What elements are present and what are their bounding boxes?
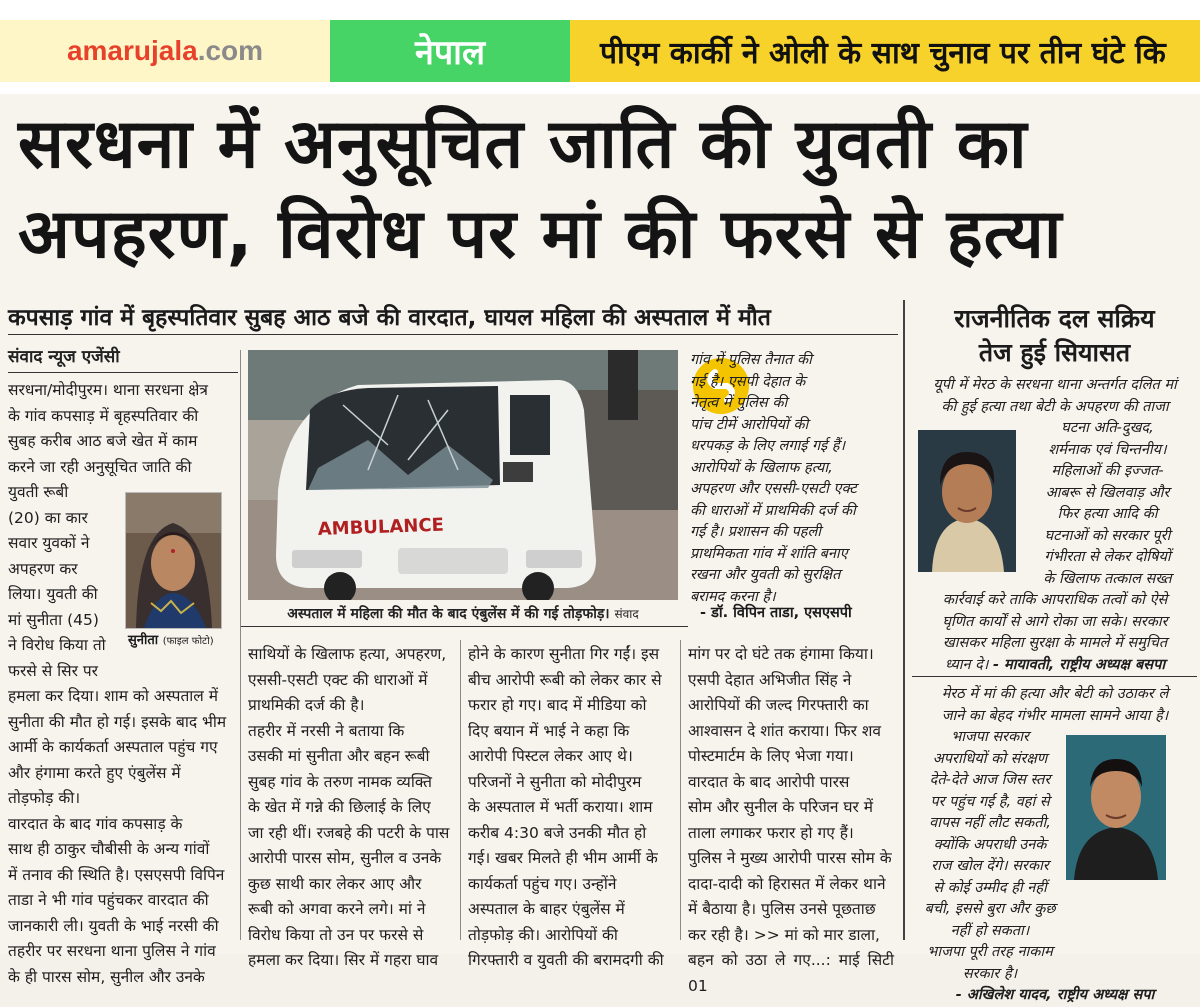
column-rule bbox=[240, 350, 241, 940]
divider bbox=[8, 334, 898, 335]
article-line: आश्वासन दे शांत कराया। फिर शव bbox=[688, 721, 881, 740]
quote-line: की धाराओं में प्राथमिकी दर्ज की bbox=[690, 502, 856, 519]
breaking-news-ticker[interactable]: पीएम कार्की ने ओली के साथ चुनाव पर तीन घंटे कि bbox=[570, 20, 1200, 82]
logo-domain: .com bbox=[197, 35, 264, 66]
statement-line: गंभीरता से लेकर दोषियों bbox=[1044, 549, 1171, 565]
article-column-2 bbox=[248, 642, 454, 974]
ssp-quote bbox=[690, 350, 895, 608]
mayawati-attribution-lead: ध्यान दे। bbox=[944, 656, 989, 673]
article-line: कुछ साथी कार लेकर आए और bbox=[248, 874, 422, 893]
sidebar-heading-line-1: राजनीतिक दल सक्रिय bbox=[954, 304, 1155, 333]
divider bbox=[912, 676, 1197, 677]
article-line: रूबी को अगवा करने लगे। मां ने bbox=[248, 900, 426, 918]
article-column-4 bbox=[688, 642, 894, 999]
article-line: लिया। युवती की bbox=[8, 585, 98, 603]
article-line: दादा-दादी को हिरासत में लेकर थाने bbox=[688, 874, 886, 893]
statement-line: क्योंकि अपराधी उनके bbox=[933, 836, 1047, 853]
article-line: अपहरण कर bbox=[8, 559, 78, 578]
akhilesh-attribution: - अखिलेश यादव, राष्ट्रीय अध्यक्ष सपा bbox=[955, 987, 1155, 1003]
sunita-caption-note: (फाइल फोटो) bbox=[162, 636, 214, 647]
article-line: एसपी देहात अभिजीत सिंह ने bbox=[688, 670, 852, 689]
statement-line: मेरठ में मां की हत्या और बेटी को उठाकर ले bbox=[941, 686, 1169, 702]
statement-line: से कोई उम्मीद ही नहीं bbox=[933, 879, 1047, 896]
quote-line: गई है। एसपी देहात के bbox=[690, 373, 806, 390]
article-line: परिजनों ने सुनीता को मोदीपुरम bbox=[468, 772, 642, 791]
statement-line: शर्मनाक एवं चिन्तनीय। bbox=[1048, 441, 1167, 458]
article-line: उसकी मां सुनीता और बहन रूबी bbox=[248, 747, 430, 765]
article-line: के ही पारस सोम, सुनील और उनके bbox=[8, 967, 205, 986]
logo-name: amarujala bbox=[66, 35, 198, 66]
article-line: ताला लगाकर फरार हो गए हैं। bbox=[688, 823, 854, 842]
article-line: विरोध किया तो उन पर फरसे से bbox=[248, 925, 424, 944]
article-line: फरार हो गए। बाद में मीडिया को bbox=[468, 696, 647, 714]
quote-line: गांव में पुलिस तैनात की bbox=[690, 352, 812, 368]
statement-line: की हुई हत्या तथा बेटी के अपहरण की ताजा bbox=[941, 398, 1169, 415]
quote-line: रखना और युवती को सुरक्षित bbox=[690, 567, 841, 583]
photo-caption-credit: संवाद bbox=[614, 607, 639, 621]
quote-line: नेतृत्व में पुलिस की bbox=[690, 395, 788, 411]
article-line: अस्पताल के बाहर एंबुलेंस में bbox=[468, 900, 625, 918]
article-line: पोस्टमार्टम के लिए भेजा गया। bbox=[688, 747, 854, 765]
statement-line: कार्रवाई करे ताकि आपराधिक तत्वों को ऐसे bbox=[942, 592, 1168, 608]
statement-line: घटनाओं को सरकार पूरी bbox=[1044, 527, 1171, 544]
article-line: आरोपी पिस्टल लेकर आए थे। bbox=[468, 747, 633, 765]
sunita-photo bbox=[125, 492, 222, 629]
statement-line: घटना अति-दुखद, bbox=[1061, 420, 1154, 436]
ambulance-text: AMBULANCE bbox=[317, 514, 445, 540]
article-line: सुबह करीब आठ बजे खेत में काम bbox=[8, 432, 198, 450]
article-line: में बैठाया है। पुलिस उनसे पूछताछ bbox=[688, 900, 876, 918]
article-line: फरसे से सिर पर bbox=[8, 661, 99, 680]
article-line: (20) का कार bbox=[8, 508, 88, 527]
quote-line: बरामद करना है। bbox=[690, 588, 776, 605]
quote-line: पांच टीमें आरोपियों की bbox=[690, 416, 809, 433]
statement-line: के खिलाफ तत्काल सख्त bbox=[1043, 570, 1172, 587]
statement-line: पर पहुंच गई है, वहां से bbox=[930, 793, 1050, 810]
article-line: आर्मी के कार्यकर्ता अस्पताल पहुंच गए bbox=[8, 738, 218, 756]
article-line: हमला कर दिया। शाम को अस्पताल में bbox=[8, 687, 218, 705]
headline-line-2: अपहरण, विरोध पर मां की फरसे से हत्या bbox=[18, 195, 1063, 274]
ssp-attribution: - डॉ. विपिन ताडा, एसएसपी bbox=[700, 605, 852, 621]
divider bbox=[8, 372, 238, 373]
article-line: दिए बयान में भाई ने कहा कि bbox=[468, 721, 630, 740]
article-line: के गांव कपसाड़ में बृहस्पतिवार की bbox=[8, 406, 199, 425]
article-line: साथ ही ठाकुर चौबीसी के अन्य गांवों bbox=[8, 840, 210, 858]
article-line: हमला कर दिया। सिर में गहरा घाव bbox=[248, 951, 439, 969]
statement-line: भाजपा पूरी तरह नाकाम सरकार है। bbox=[927, 944, 1053, 982]
statement-line: भाजपा सरकार bbox=[951, 729, 1029, 745]
article-line: जा रही थीं। रजबहे की पटरी के पास bbox=[248, 823, 450, 842]
statement-line: देते-देते आज जिस स्तर bbox=[929, 772, 1051, 788]
article-line: करीब 4:30 बजे उनकी मौत हो bbox=[468, 823, 647, 842]
divider bbox=[240, 626, 688, 627]
sunita-caption-name: सुनीता bbox=[128, 633, 159, 648]
statement-line: घृणित कार्यों से आगे रोका जा सके। सरकार bbox=[942, 613, 1168, 630]
article-line: गई। खबर मिलते ही भीम आर्मी के bbox=[468, 849, 658, 867]
article-column-1 bbox=[8, 378, 238, 990]
article-line: आरोपी पारस सोम, सुनील व उनके bbox=[248, 849, 442, 867]
article-line: और हंगामा करते हुए एंबुलेंस में bbox=[8, 763, 181, 782]
article-line: मां सुनीता (45) bbox=[8, 610, 99, 629]
article-line: तहरीर पर सरधना थाना पुलिस ने गांव bbox=[8, 942, 216, 960]
subheadline: कपसाड़ गांव में बृहस्पतिवार सुबह आठ बजे की वारदात, घायल महिला की अस्पताल में मौत bbox=[8, 305, 771, 331]
article-line: तोड़फोड़ की। bbox=[8, 789, 81, 807]
article-line: के अस्पताल में भर्ती कराया। शाम bbox=[468, 798, 653, 816]
mayawati-attribution: - मायावती, राष्ट्रीय अध्यक्ष बसपा bbox=[992, 656, 1166, 673]
headline bbox=[18, 100, 1188, 280]
article-line: सवार युवकों ने bbox=[8, 534, 90, 552]
article-line: सोम और सुनील के परिजन घर में bbox=[688, 798, 874, 816]
site-logo[interactable] bbox=[0, 20, 330, 82]
article-line: कार्यकर्ता पहुंच गए। उन्होंने bbox=[468, 874, 617, 893]
ambulance-photo bbox=[248, 350, 678, 600]
article-line: करने जा रही अनुसूचित जाति की bbox=[8, 457, 192, 476]
article-line: मांग पर दो घंटे तक हंगामा किया। bbox=[688, 645, 874, 663]
statement-line: फिर हत्या आदि की bbox=[1057, 506, 1158, 522]
article-line: कर रही है। >> मां को मार डाला, bbox=[688, 925, 880, 944]
photo-caption-text: अस्पताल में महिला की मौत के बाद एंबुलेंस में की गई तोड़फोड़। bbox=[287, 606, 610, 622]
quote-line: आरोपियों के खिलाफ हत्या, bbox=[690, 459, 833, 476]
section-tag-nepal[interactable]: नेपाल bbox=[330, 20, 570, 82]
sunita-caption bbox=[128, 630, 214, 648]
akhilesh-photo bbox=[1066, 735, 1166, 880]
article-line: ने विरोध किया तो bbox=[8, 636, 106, 654]
article-line: एससी-एसटी एक्ट की धाराओं में bbox=[248, 670, 428, 689]
sidebar-heading bbox=[912, 302, 1197, 370]
article-line: के खेत में गन्ने की छिलाई के लिए bbox=[248, 798, 431, 816]
statement-line: यूपी में मेरठ के सरधना थाना अन्तर्गत दलित मां bbox=[933, 377, 1177, 393]
article-line: तोड़फोड़ की। आरोपियों की bbox=[468, 925, 618, 944]
statement-line: वापस नहीं लौट सकती, bbox=[929, 815, 1051, 831]
statement-line: खासकर महिला सुरक्षा के मामले में समुचित bbox=[942, 635, 1168, 651]
statement-line: जाने का बेहद गंभीर मामला सामने आया है। bbox=[941, 707, 1169, 724]
article-line: जानकारी ली। युवती के भाई नरसी की bbox=[8, 916, 219, 935]
article-line: आरोपियों की जल्द गिरफ्तारी का bbox=[688, 696, 869, 714]
article-line: बहन को उठा ले गए...: माई सिटी 01 bbox=[688, 951, 894, 995]
article-line: वारदात के बाद आरोपी पारस bbox=[688, 772, 850, 791]
sidebar-heading-line-2: तेज हुई सियासत bbox=[978, 338, 1131, 367]
top-bar bbox=[0, 0, 1200, 94]
headline-line-1: सरधना में अनुसूचित जाति की युवती का bbox=[18, 105, 1028, 184]
byline-agency: संवाद न्यूज एजेंसी bbox=[8, 347, 120, 367]
article-line: युवती रूबी bbox=[8, 483, 69, 501]
article-line: होने के कारण सुनीता गिर गईं। इस bbox=[468, 645, 660, 663]
column-rule bbox=[903, 300, 905, 940]
column-rule bbox=[680, 640, 681, 940]
column-rule bbox=[460, 640, 461, 940]
statement-line: आबरू से खिलवाड़ और bbox=[1045, 484, 1170, 501]
statement-line: बची, इससे बुरा और कुछ नहीं हो सकता। bbox=[924, 901, 1056, 939]
mayawati-photo bbox=[918, 430, 1016, 572]
article-line: सरधना/मोदीपुरम। थाना सरधना क्षेत्र bbox=[8, 381, 208, 399]
article-line: ताडा ने भी गांव पहुंचकर वारदात की bbox=[8, 891, 209, 909]
article-line: साथियों के खिलाफ हत्या, अपहरण, bbox=[248, 645, 447, 663]
quote-line: धरपकड़ के लिए लगाई गई हैं। bbox=[690, 438, 846, 454]
article-line: में तनाव की स्थिति है। एसएसपी विपिन bbox=[8, 865, 225, 884]
photo-caption bbox=[248, 604, 678, 623]
article-line: प्राथमिकी दर्ज की है। bbox=[248, 696, 365, 714]
quote-line: अपहरण और एससी-एसटी एक्ट bbox=[690, 481, 857, 497]
quote-line: गई है। प्रशासन की पहली bbox=[690, 524, 822, 540]
article-line: पुलिस ने मुख्य आरोपी पारस सोम के bbox=[688, 849, 892, 867]
article-line: वारदात के बाद गांव कपसाड़ के bbox=[8, 814, 183, 833]
article-line: सुनीता की मौत हो गई। इसके बाद भीम bbox=[8, 712, 227, 731]
statement-line: राज खोल देंगे। सरकार bbox=[931, 858, 1049, 874]
article-line: सुबह गांव के तरुण नामक व्यक्ति bbox=[248, 772, 433, 791]
statement-line: अपराधियों को संरक्षण bbox=[932, 750, 1048, 767]
article-line: बीच आरोपी रूबी को लेकर कार से bbox=[468, 670, 662, 689]
article-line: गिरफ्तारी व युवती की बरामदगी की bbox=[468, 951, 664, 969]
article-line: तहरीर में नरसी ने बताया कि bbox=[248, 721, 405, 740]
quote-line: प्राथमिकता गांव में शांति बनाए bbox=[690, 545, 848, 562]
article-column-3 bbox=[468, 642, 674, 974]
statement-line: महिलाओं की इज्जत- bbox=[1051, 463, 1164, 479]
